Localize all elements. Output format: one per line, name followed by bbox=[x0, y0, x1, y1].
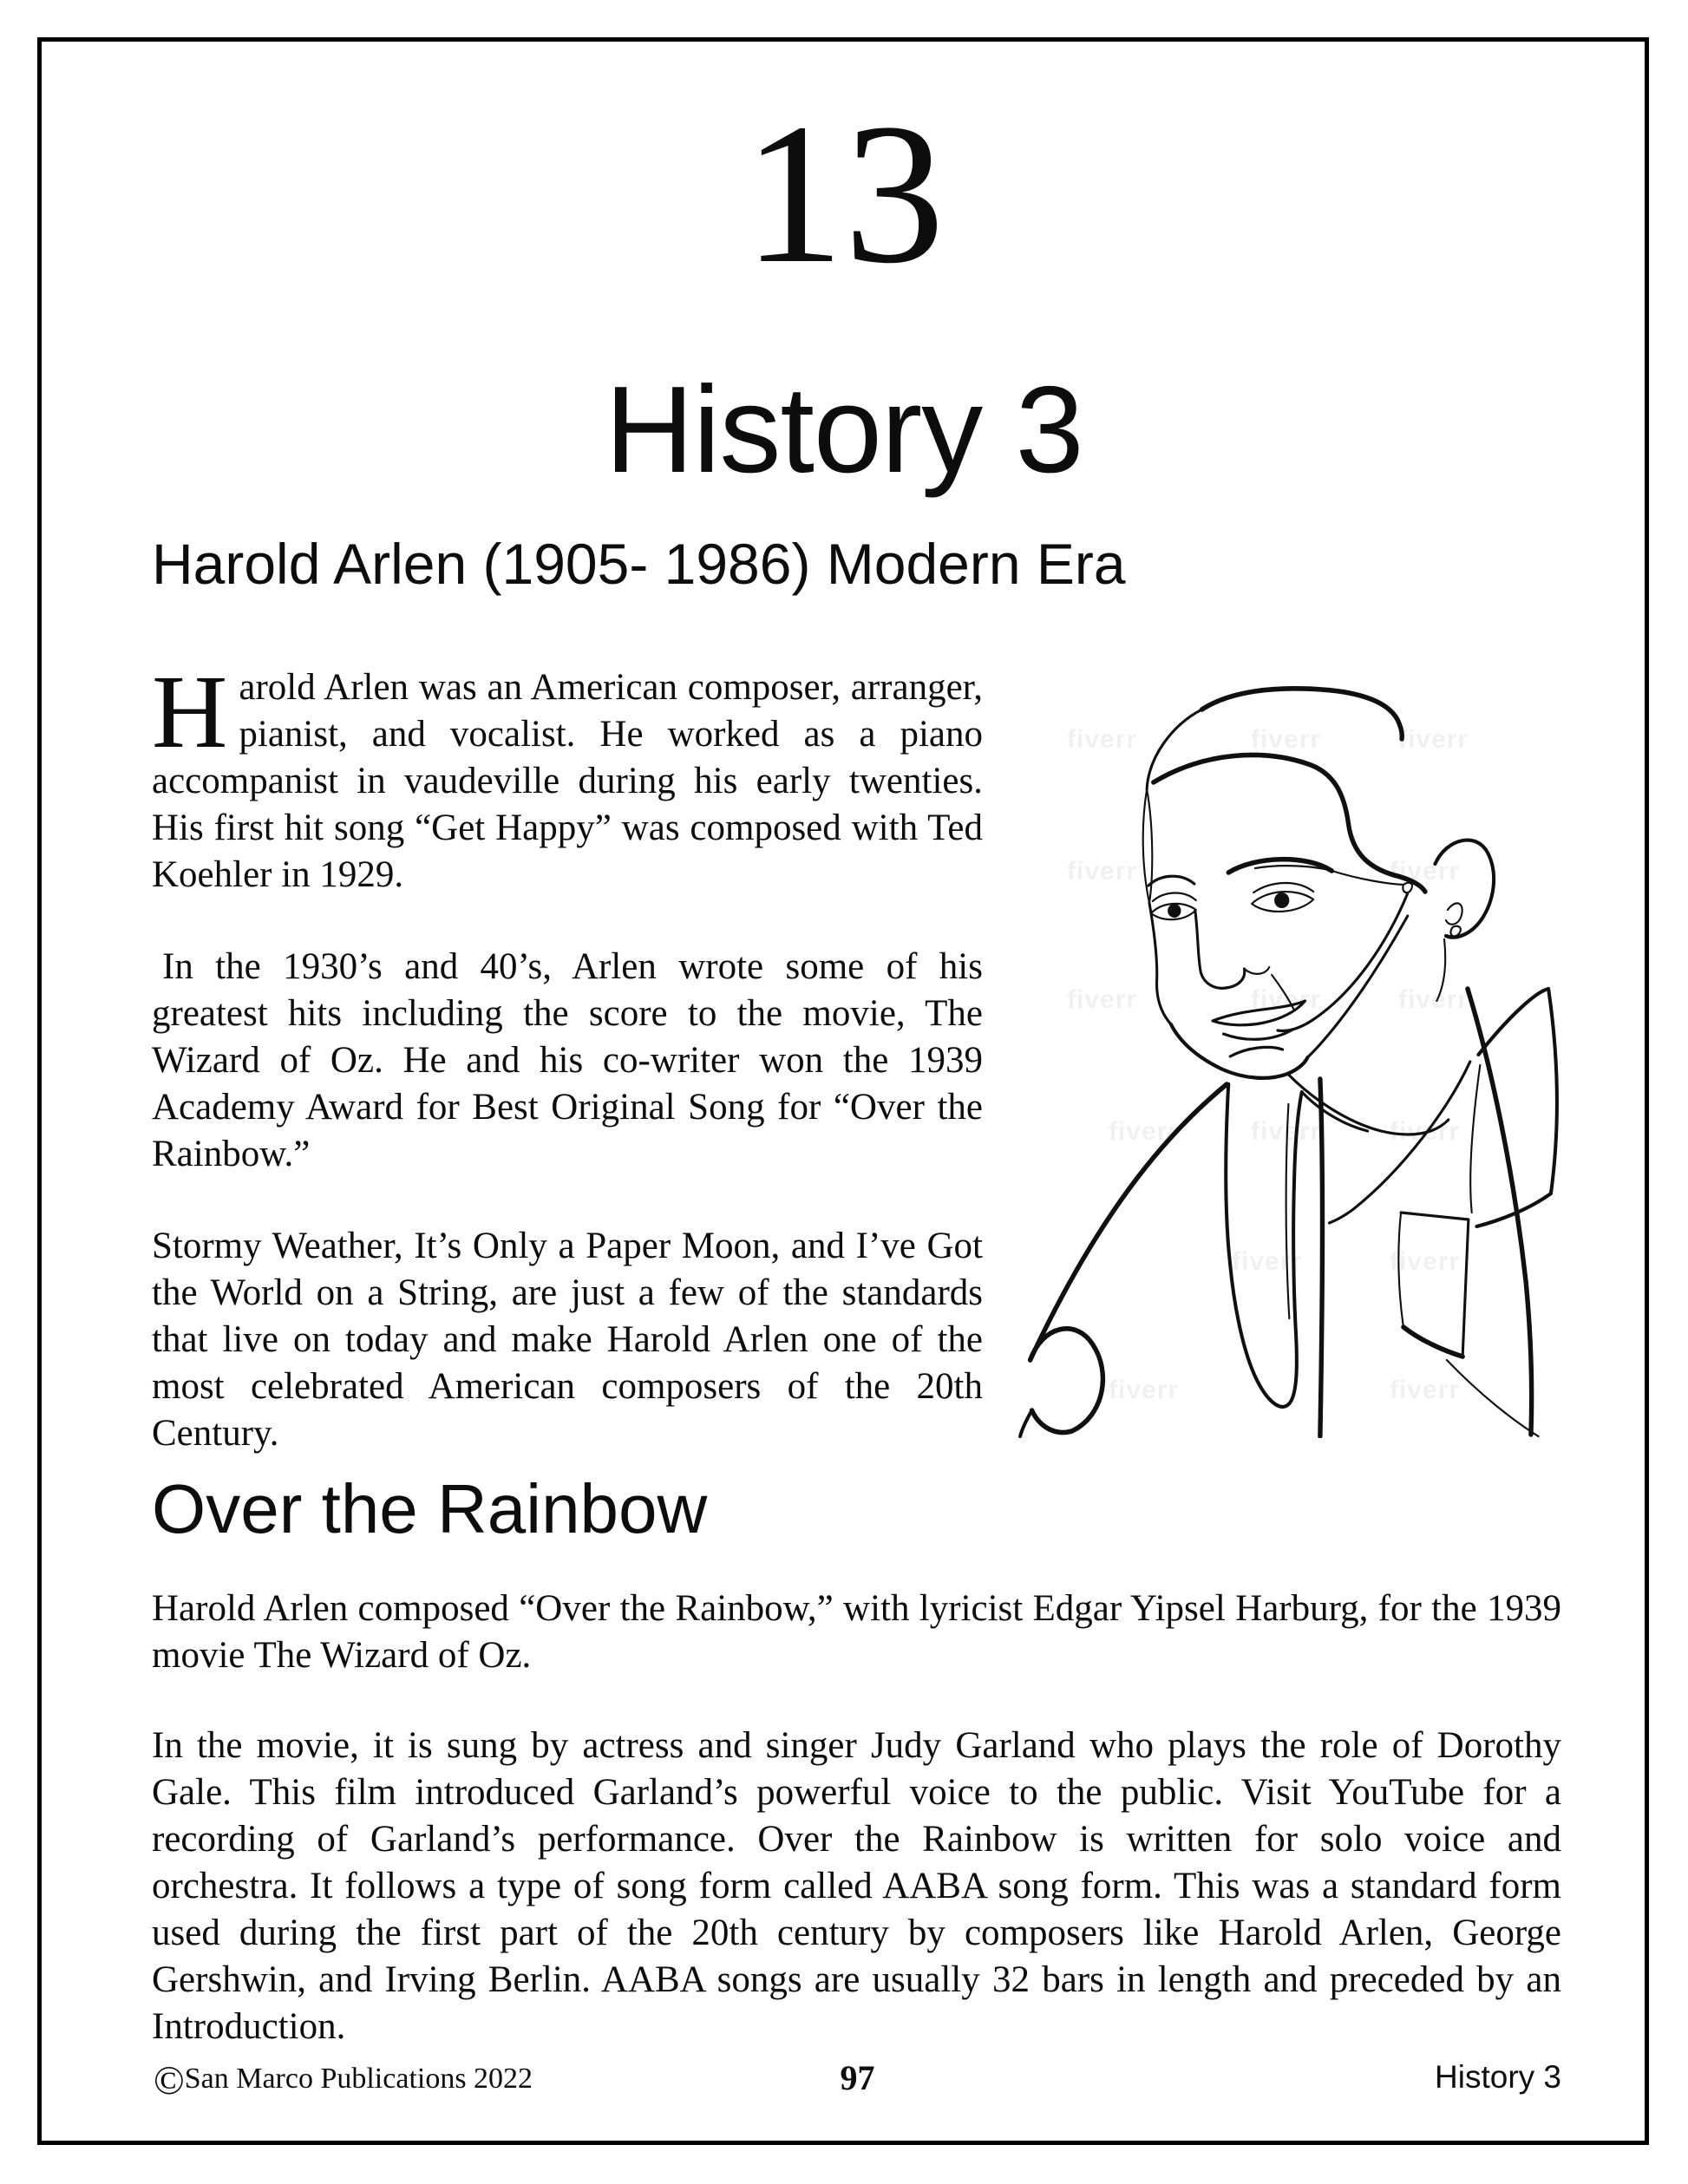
intro-text-column bbox=[152, 654, 983, 1457]
section-text-block bbox=[152, 1586, 1561, 2050]
footer-page-number: 97 bbox=[840, 2058, 875, 2097]
page-subtitle: Harold Arlen (1905- 1986) Modern Era bbox=[152, 532, 1126, 596]
watermark-text: fiverr bbox=[1251, 985, 1322, 1014]
watermark-text: fiverr bbox=[1067, 725, 1138, 754]
drop-cap: H bbox=[152, 654, 228, 770]
watermark-text: fiverr bbox=[1109, 1117, 1180, 1146]
watermark-text: fiverr bbox=[1232, 1247, 1303, 1276]
section-paragraph-1: Harold Arlen composed “Over the Rainbow,” with lyricist Edgar Yipsel Harburg, for the 1939 movie The Wizard of Oz. bbox=[152, 1588, 1561, 1676]
watermark-text: fiverr bbox=[1390, 1247, 1461, 1276]
watermark-text: fiverr bbox=[1390, 1117, 1461, 1146]
intro-paragraph-1-text: arold Arlen was an American composer, arranger, pianist, and vocalist. He worked as a piano accompanist in vaudeville during his early twenties. His first hit song “Get Happy” was composed with Ted Koehler in 1929. bbox=[152, 667, 983, 895]
page-title: History 3 bbox=[605, 361, 1083, 499]
footer-publisher-text: San Marco Publications 2022 bbox=[184, 2063, 533, 2095]
footer-book-title: History 3 bbox=[1435, 2059, 1561, 2095]
intro-paragraph-1 bbox=[152, 654, 983, 899]
watermark-text: fiverr bbox=[1398, 725, 1469, 754]
watermark-text: fiverr bbox=[1109, 1376, 1180, 1404]
section-heading: Over the Rainbow bbox=[152, 1470, 708, 1547]
intro-paragraph-2: In the 1930’s and 40’s, Arlen wrote some of his greatest hits including the score to the movie, The Wizard of Oz. He and his co-writer won the 1939 Academy Award for Best Original Song for “Over the Rainbow.” bbox=[152, 946, 983, 1174]
watermark-text: fiverr bbox=[1067, 857, 1138, 886]
single-line-portrait-drawing bbox=[980, 640, 1613, 1438]
watermark-text: fiverr bbox=[1251, 725, 1322, 754]
section-paragraph-2: In the movie, it is sung by actress and singer Judy Garland who plays the role of Dorothy Gale. This film introduced Garland’s powerful voice to the public. Visit YouTube for a recording of Garland’s performance. Over the Rainbow is written for solo voice and orchestra. It follows a type of song form called AABA song form. This was a standard form used during the first part of the 20th century by composers like Harold Arlen, George Gershwin, and Irving Berlin. AABA songs are usually 32 bars in length and preceded by an Introduction. bbox=[152, 1725, 1561, 2047]
watermark-text: fiverr bbox=[1398, 985, 1469, 1014]
chapter-number: 13 bbox=[743, 82, 945, 305]
harold-arlen-line-art-portrait bbox=[980, 640, 1613, 1438]
watermark-text: fiverr bbox=[1390, 1376, 1461, 1404]
copyright-icon: © bbox=[154, 2058, 185, 2103]
watermark-text: fiverr bbox=[1251, 1117, 1322, 1146]
watermark-text: fiverr bbox=[1067, 985, 1138, 1014]
intro-paragraph-3: Stormy Weather, It’s Only a Paper Moon, and I’ve Got the World on a String, are just a few of the standards that live on today and make Harold Arlen one of the most celebrated American composers of the 20th Century. bbox=[152, 1226, 983, 1454]
watermark-text: fiverr bbox=[1390, 857, 1461, 886]
page-footer bbox=[154, 2057, 1561, 2104]
